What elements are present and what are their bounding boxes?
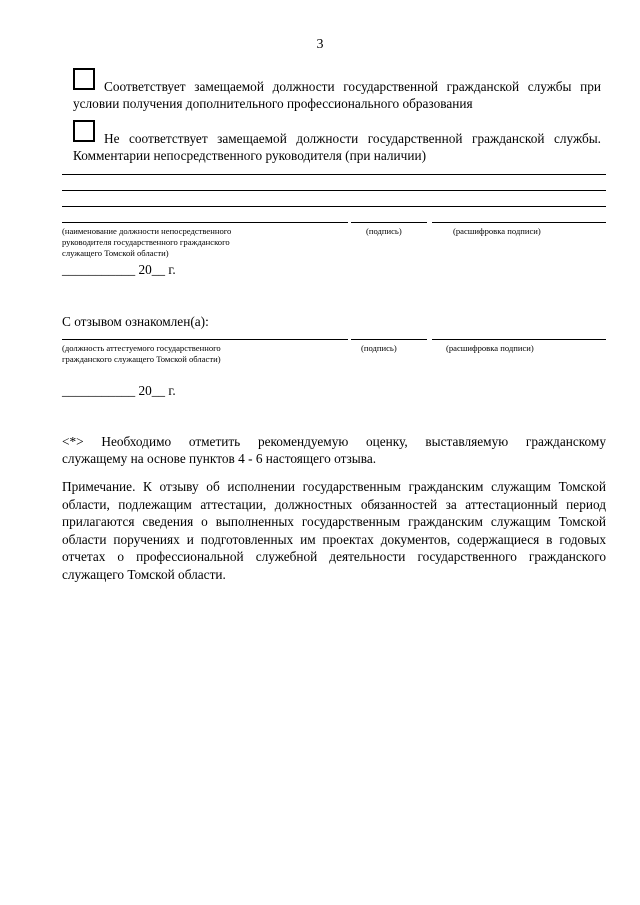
footnote-line-1: <*> Необходимо отметить рекомендуемую оценку, выставляемую гражданскому bbox=[62, 434, 606, 449]
comment-line-2[interactable] bbox=[62, 190, 606, 191]
employee-signature-caption: (подпись) bbox=[361, 343, 397, 353]
employee-date-blank[interactable]: ___________ 20__ г. bbox=[62, 383, 176, 398]
option-does-not-meet-line1: Не соответствует замещаемой должности государственной гражданской службы. bbox=[104, 131, 601, 146]
supervisor-position-caption-2: руководителя государственного гражданского bbox=[62, 237, 230, 247]
acquainted-label: С отзывом ознакомлен(а): bbox=[62, 314, 209, 329]
option-meets-with-training-line1: Соответствует замещаемой должности государственной гражданской службы при bbox=[104, 79, 601, 94]
note-line: области, подлежащим аттестации, должностных обязанностей за аттестационный период bbox=[62, 496, 606, 512]
footnote-line-2: служащему на основе пунктов 4 - 6 настоящего отзыва. bbox=[62, 451, 377, 466]
option-meets-with-training-checkbox[interactable] bbox=[73, 68, 95, 90]
comment-line-3[interactable] bbox=[62, 206, 606, 207]
employee-signature-line[interactable] bbox=[351, 339, 427, 340]
page-number: 3 bbox=[316, 37, 324, 52]
option-does-not-meet-checkbox[interactable] bbox=[73, 120, 95, 142]
option-meets-with-training-line2: условии получения дополнительного профессионального образования bbox=[73, 96, 473, 111]
employee-decoding-line[interactable] bbox=[432, 339, 606, 340]
employee-position-caption-1: (должность аттестуемого государственного bbox=[62, 343, 221, 353]
supervisor-decoding-line[interactable] bbox=[432, 222, 606, 223]
employee-position-caption-2: гражданского служащего Томской области) bbox=[62, 354, 221, 364]
note-paragraph bbox=[62, 478, 606, 583]
supervisor-date-blank[interactable]: ___________ 20__ г. bbox=[62, 262, 176, 277]
comments-label: Комментарии непосредственного руководителя (при наличии) bbox=[73, 148, 427, 163]
supervisor-signature-line[interactable] bbox=[351, 222, 427, 223]
supervisor-position-line[interactable] bbox=[62, 222, 348, 223]
comment-line-1[interactable] bbox=[62, 174, 606, 175]
supervisor-position-caption-3: служащего Томской области) bbox=[62, 248, 169, 258]
employee-decoding-caption: (расшифровка подписи) bbox=[446, 343, 534, 353]
note-line: прилагаются сведения о выполненных государственным гражданским служащим Томской bbox=[62, 514, 606, 529]
supervisor-position-caption-1: (наименование должности непосредственного bbox=[62, 226, 232, 236]
note-line: области поручениях и подготовленных им проектах документов, содержащиеся в годовых bbox=[62, 531, 606, 547]
supervisor-signature-caption: (подпись) bbox=[366, 226, 402, 236]
note-line: отчетах о профессиональной служебной деятельности государственного гражданского bbox=[62, 549, 606, 564]
employee-position-line[interactable] bbox=[62, 339, 348, 340]
note-line: служащего Томской области. bbox=[62, 566, 226, 582]
supervisor-decoding-caption: (расшифровка подписи) bbox=[453, 226, 541, 236]
note-line: Примечание. К отзыву об исполнении государственным гражданским служащим Томской bbox=[62, 479, 606, 494]
